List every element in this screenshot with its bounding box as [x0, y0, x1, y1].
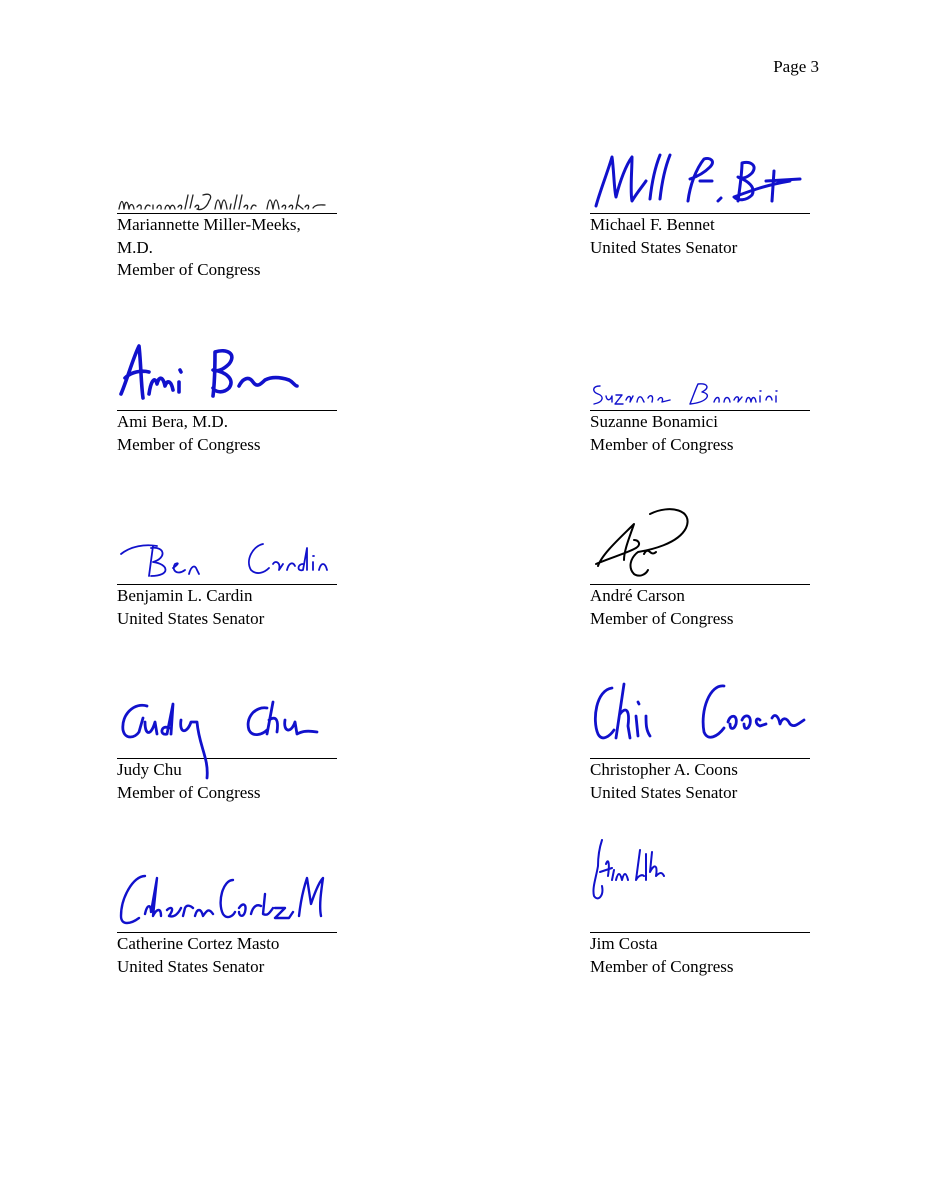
page-number: Page 3 [773, 57, 819, 76]
signature-block-chu [117, 758, 337, 804]
signature-block-bennet [590, 213, 810, 259]
signatory-title: United States Senator [117, 608, 265, 628]
signature-block-coons [590, 758, 810, 804]
signatory-name: Ami Bera, M.D. [117, 412, 228, 431]
signature-block-cardin [117, 584, 337, 630]
signature-block-bera [117, 410, 337, 456]
signatory-title: United States Senator [590, 782, 738, 802]
signatory-name: Suzanne Bonamici [590, 412, 718, 431]
signature-block-cortez-masto [117, 932, 337, 978]
signature-block-costa [590, 932, 810, 978]
signatory-title: Member of Congress [117, 434, 261, 454]
signatory-name: André Carson [590, 586, 685, 605]
signature-block-bonamici [590, 410, 810, 456]
handwritten-signature-bonamici [590, 380, 810, 410]
signatory-title: Member of Congress [590, 608, 734, 628]
signatory-name: Catherine Cortez Masto [117, 934, 280, 953]
signatory-title: Member of Congress [117, 260, 261, 279]
signatory-name: Mariannette Miller-Meeks, [117, 215, 301, 234]
signatory-title: Member of Congress [590, 956, 734, 976]
signatory-name: Benjamin L. Cardin [117, 586, 253, 605]
signature-block-carson [590, 584, 810, 630]
handwritten-signature-coons [590, 680, 810, 758]
signature-block-miller-meeks [117, 213, 337, 282]
signatory-name: Christopher A. Coons [590, 760, 738, 779]
signatory-title: United States Senator [590, 237, 738, 257]
handwritten-signature-bennet [590, 151, 810, 213]
signatory-title: United States Senator [117, 956, 265, 976]
handwritten-signature-cortez-masto [117, 868, 337, 932]
signatory-title: Member of Congress [590, 434, 734, 454]
handwritten-signature-bera [117, 340, 337, 410]
handwritten-signature-chu [117, 698, 337, 758]
signatory-name-suffix: M.D. [117, 237, 153, 257]
handwritten-signature-costa [590, 836, 810, 932]
handwritten-signature-carson [590, 504, 810, 584]
signatory-title: Member of Congress [117, 782, 261, 802]
signatory-name: Michael F. Bennet [590, 215, 715, 234]
signatory-name: Judy Chu [117, 760, 182, 779]
handwritten-signature-miller-meeks [117, 189, 337, 213]
handwritten-signature-cardin [117, 534, 337, 584]
signatory-name: Jim Costa [590, 934, 658, 953]
